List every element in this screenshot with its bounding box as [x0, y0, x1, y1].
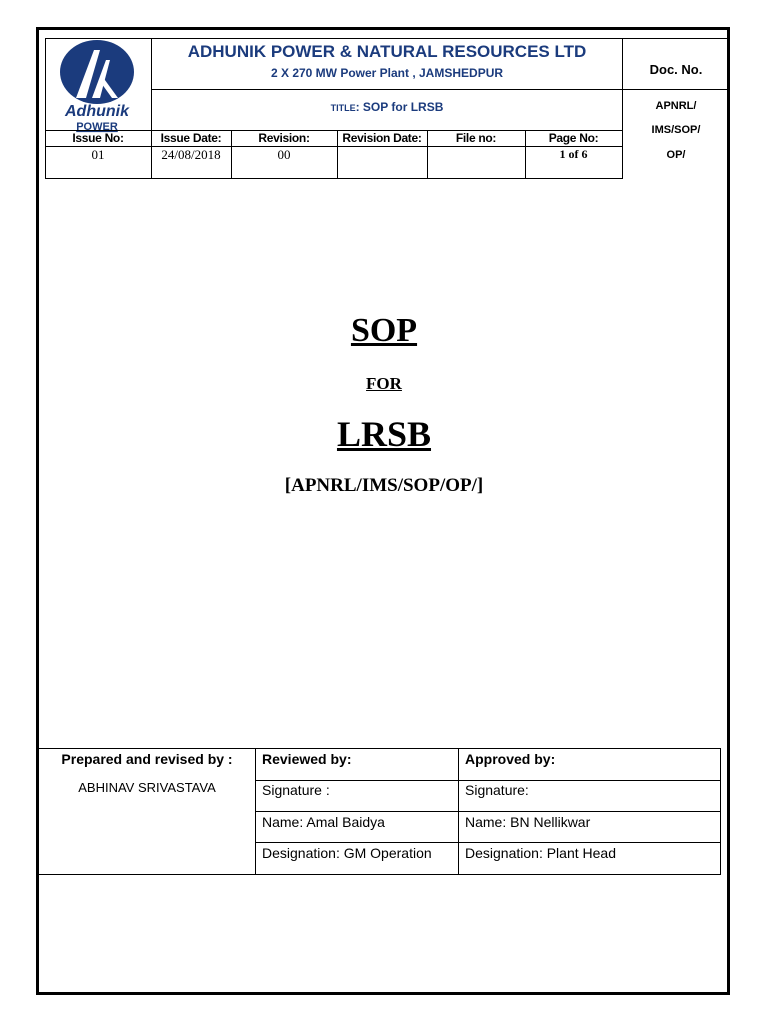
document-code: [APNRL/IMS/SOP/OP/] — [284, 475, 484, 496]
reviewed-name: Name: Amal Baidya — [262, 814, 385, 830]
issue-date-value: 24/08/2018 — [161, 147, 221, 162]
reviewed-signature: Signature : — [262, 782, 330, 798]
approved-designation: Designation: Plant Head — [465, 845, 616, 861]
doc-no-line-3: OP/ — [666, 149, 686, 161]
info-bottom-rule — [45, 178, 622, 179]
logo-text-power: POWER — [76, 121, 118, 133]
reviewed-by-label: Reviewed by: — [262, 751, 352, 767]
header-top-rule — [45, 38, 730, 39]
approved-name: Name: BN Nellikwar — [465, 814, 591, 830]
approval-top-rule — [39, 748, 721, 749]
prepared-by-label: Prepared and revised by : — [61, 751, 233, 767]
revision-value: 00 — [277, 147, 291, 162]
revision-header: Revision: — [258, 131, 310, 145]
approval-rule-2 — [255, 780, 721, 781]
prepared-by-name: ABHINAV SRIVASTAVA — [78, 780, 216, 795]
approval-rule-4 — [255, 842, 721, 843]
doc-no-line-2: IMS/SOP/ — [651, 124, 701, 136]
page-no-header: Page No: — [548, 131, 599, 145]
logo-text-adhunik: Adhunik — [65, 103, 129, 120]
file-no-header: File no: — [455, 131, 497, 145]
company-logo — [52, 38, 142, 134]
lrsb-heading: LRSB — [336, 414, 432, 454]
document-title — [152, 100, 622, 114]
approved-signature: Signature: — [465, 782, 529, 798]
approval-col-divider-1 — [255, 748, 256, 875]
reviewed-designation: Designation: GM Operation — [262, 845, 432, 861]
approval-col-divider-2 — [458, 748, 459, 875]
approval-bottom-rule — [39, 874, 721, 875]
issue-date-header: Issue Date: — [160, 131, 222, 145]
approval-rule-3 — [255, 811, 721, 812]
header-mid-rule — [152, 89, 730, 90]
page-no-value: 1 of 6 — [559, 147, 588, 161]
plant-name: 2 X 270 MW Power Plant , JAMSHEDPUR — [270, 66, 504, 80]
doc-no-label: Doc. No. — [649, 62, 703, 77]
company-name: ADHUNIK POWER & NATURAL RESOURCES LTD — [187, 42, 587, 61]
title-text: : SOP for LRSB — [355, 100, 444, 114]
for-heading: FOR — [366, 374, 402, 393]
issue-no-value: 01 — [91, 147, 105, 162]
doc-no-line-1: APNRL/ — [655, 100, 697, 112]
revision-date-header: Revision Date: — [342, 131, 422, 145]
approval-right-rule — [720, 748, 721, 875]
approved-by-label: Approved by: — [465, 751, 556, 767]
issue-no-header: Issue No: — [72, 131, 124, 145]
title-prefix: TITLE — [330, 103, 356, 113]
sop-heading: SOP — [350, 312, 418, 349]
